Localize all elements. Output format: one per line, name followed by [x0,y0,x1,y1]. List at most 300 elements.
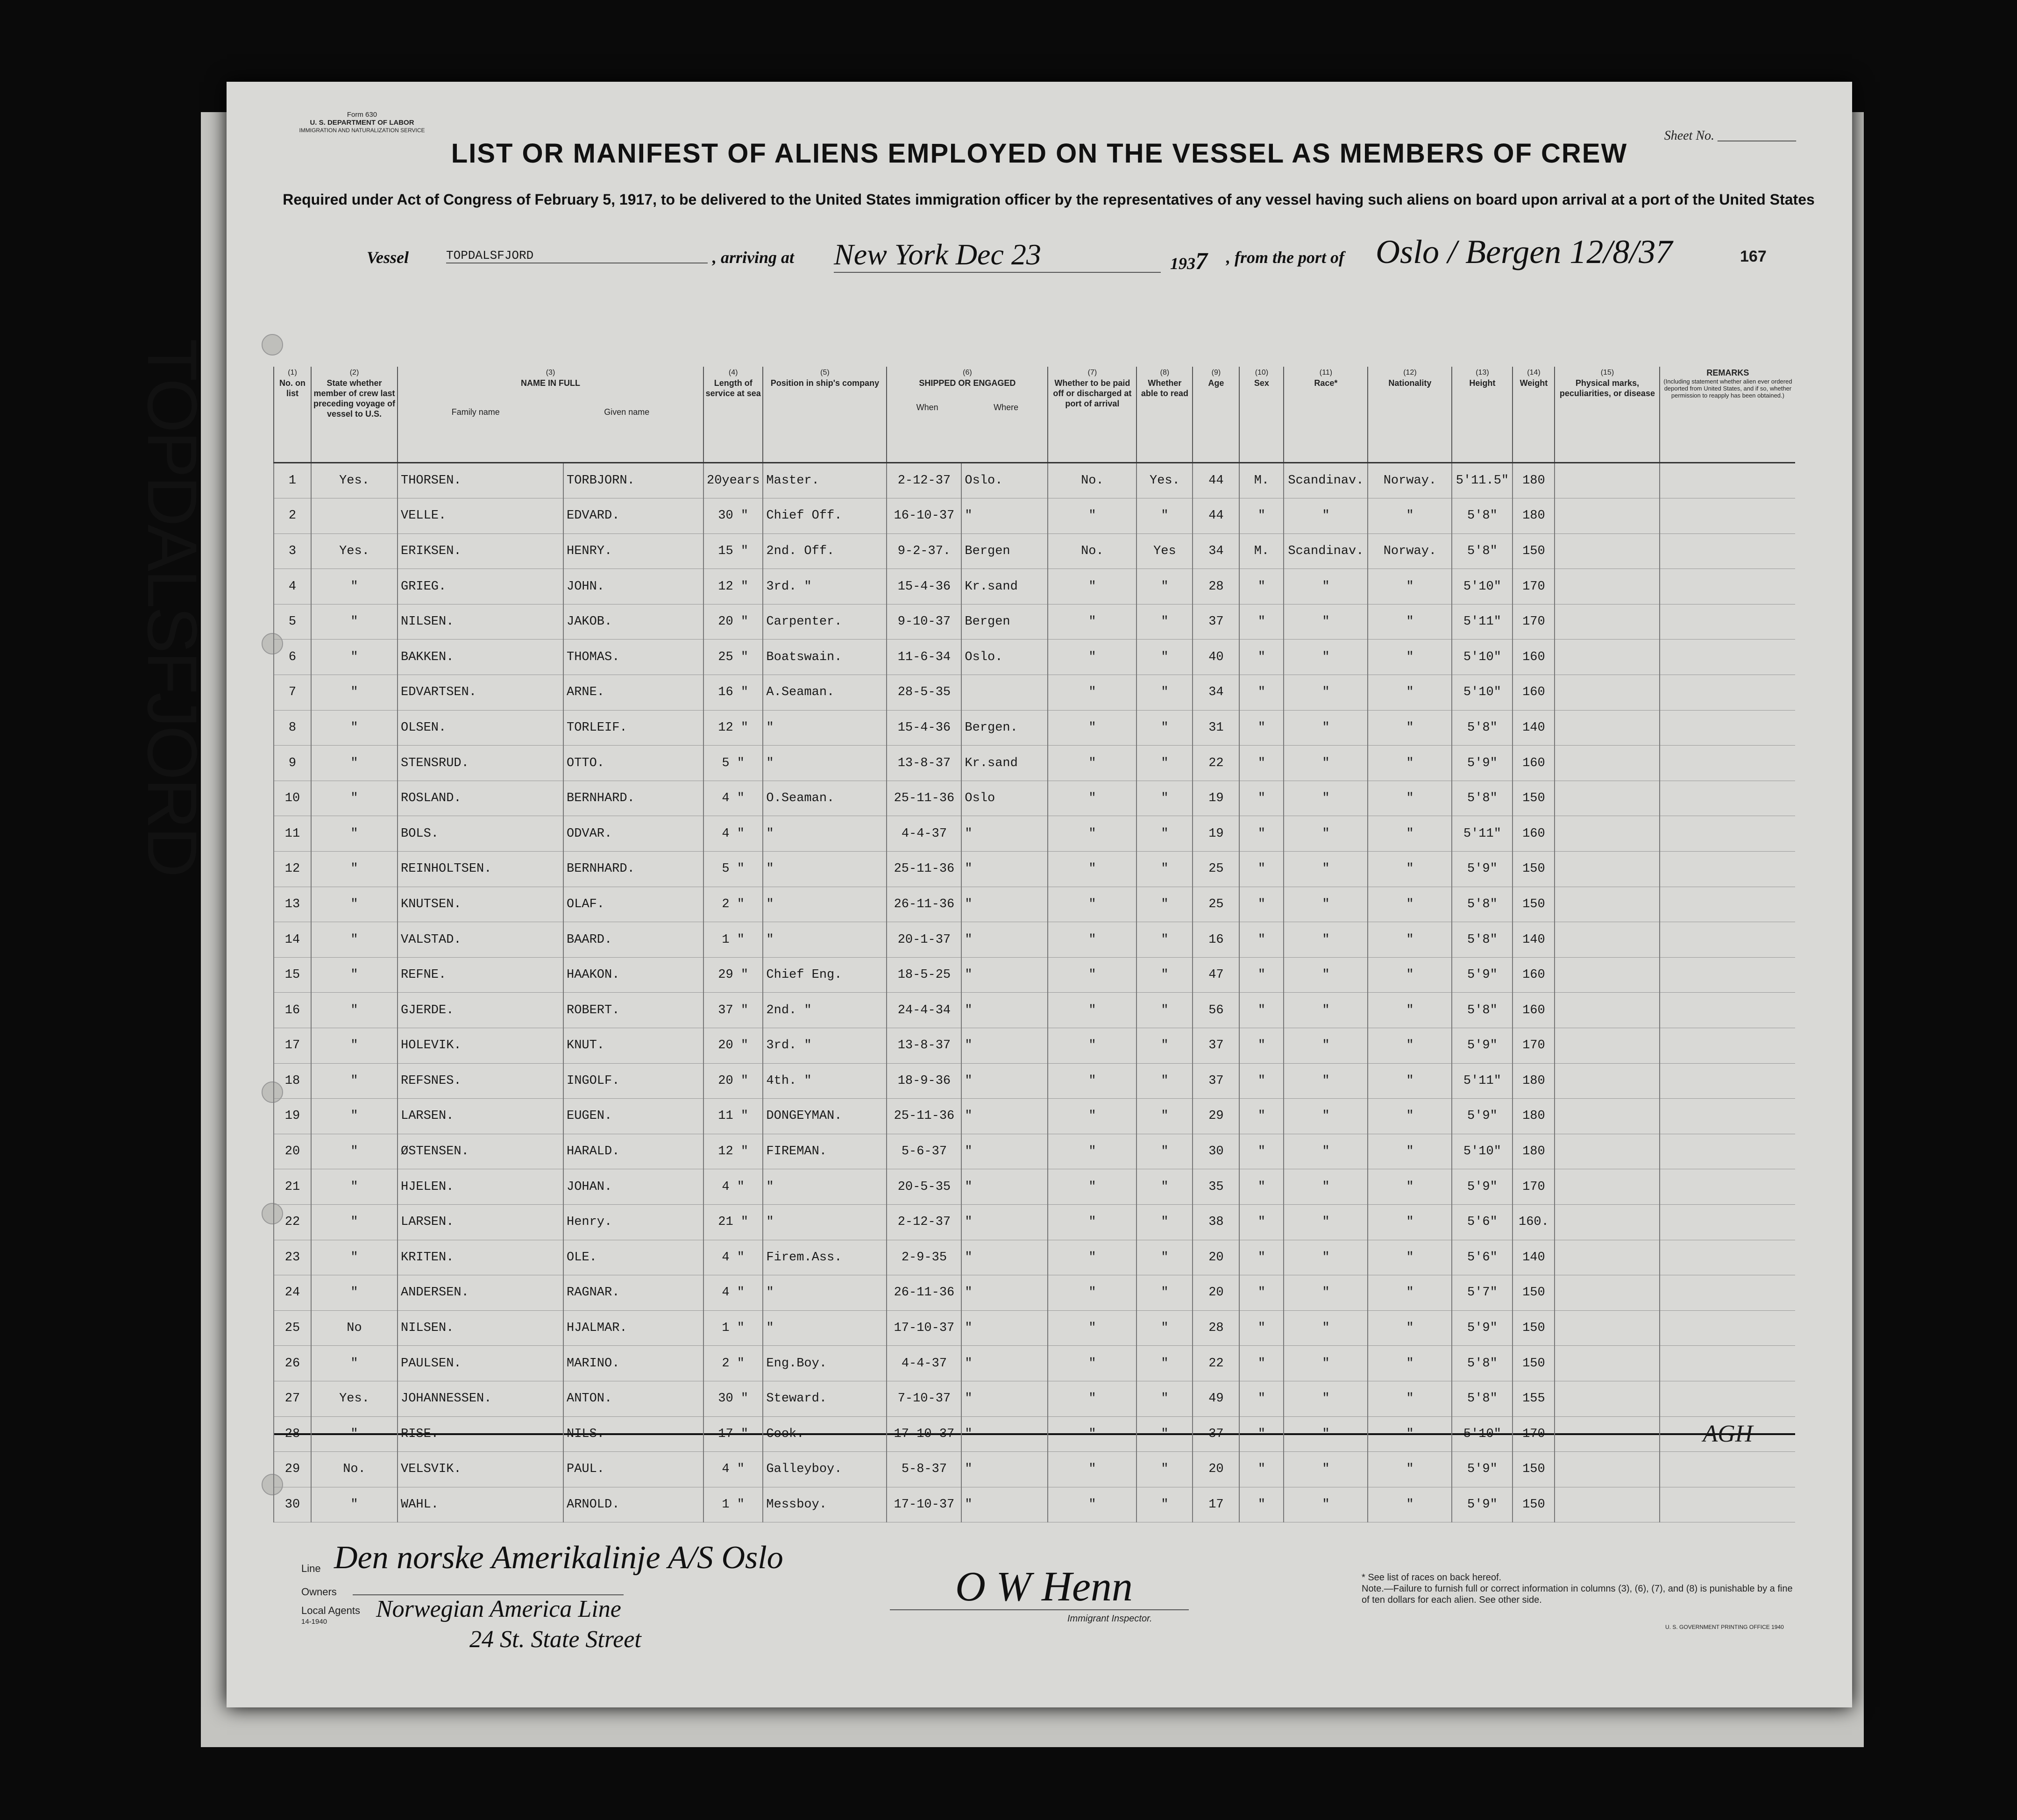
cell-position: " [763,852,887,887]
cell-where [961,675,1048,711]
cell-sex: " [1239,781,1284,816]
cell-where: " [961,887,1048,922]
cell-family: STENSRUD. [398,746,563,781]
cell-where: " [961,1416,1048,1452]
cell-when: 15-4-36 [887,569,961,604]
cell-phys [1555,957,1660,993]
cell-height: 5'9" [1452,852,1513,887]
table-row [274,604,1795,640]
cell-remark [1660,1346,1795,1381]
cell-nat: " [1368,1416,1452,1452]
cell-phys [1555,1452,1660,1487]
cell-given: BERNHARD. [563,781,703,816]
table-row [274,1063,1795,1099]
cell-race: " [1284,1063,1368,1099]
printer-imprint: U. S. GOVERNMENT PRINTING OFFICE 1940 [1665,1624,1784,1630]
cell-age: 47 [1193,957,1239,993]
cell-position: FIREMAN. [763,1134,887,1169]
cell-sex: " [1239,1416,1284,1452]
cell-age: 29 [1193,1099,1239,1134]
cell-sex: " [1239,710,1284,746]
cell-height: 5'9" [1452,1169,1513,1205]
cell-when: 16-10-37 [887,498,961,534]
cell-height: 5'11" [1452,816,1513,852]
col-prev-voyage-header: (2) State whether member of crew last preceding voyage of vessel to U.S. [311,367,398,462]
cell-sex: " [1239,604,1284,640]
cell-where: Oslo. [961,640,1048,675]
cell-where: " [961,1346,1048,1381]
cell-weight: 180 [1513,1063,1555,1099]
cell-no: 9 [274,746,311,781]
cell-weight: 150 [1513,1275,1555,1311]
cell-given: ODVAR. [563,816,703,852]
cell-age: 17 [1193,1487,1239,1522]
cell-where: " [961,498,1048,534]
col-no-header: (1) No. on list [274,367,311,462]
table-row [274,569,1795,604]
cell-given: ROBERT. [563,993,703,1028]
cell-paid: " [1048,1063,1136,1099]
cell-service: 20 " [703,1028,763,1064]
cell-age: 35 [1193,1169,1239,1205]
cell-phys [1555,1487,1660,1522]
cell-no: 26 [274,1346,311,1381]
col-height-header: (13) Height [1452,367,1513,462]
races-note: * See list of races on back hereof. [1362,1572,1502,1583]
cell-no: 8 [274,710,311,746]
cell-nat: " [1368,1275,1452,1311]
cell-position: Boatswain. [763,640,887,675]
cell-race: " [1284,569,1368,604]
cell-remark: AGH [1660,1416,1795,1452]
cell-service: 15 " [703,533,763,569]
cell-remark [1660,1134,1795,1169]
cell-position: DONGEYMAN. [763,1099,887,1134]
department-name: U. S. DEPARTMENT OF LABOR [310,119,414,127]
table-row [274,533,1795,569]
cell-where: Bergen. [961,710,1048,746]
sheet-number-label: Sheet No. ____________ [1664,128,1796,143]
cell-where: " [961,1134,1048,1169]
crew-table [273,367,1795,1522]
cell-nat: " [1368,604,1452,640]
cell-sex: M. [1239,462,1284,498]
col-age-header: (9) Age [1193,367,1239,462]
cell-no: 25 [274,1310,311,1346]
cell-read: " [1136,1381,1193,1416]
cell-weight: 180 [1513,1099,1555,1134]
cell-family: NILSEN. [398,604,563,640]
cell-family: ROSLAND. [398,781,563,816]
owners-label: Owners [301,1586,337,1598]
cell-given: ARNE. [563,675,703,711]
cell-age: 25 [1193,887,1239,922]
cell-read: " [1136,1028,1193,1064]
cell-when: 11-6-34 [887,640,961,675]
cell-prev: " [311,604,398,640]
cell-family: HOLEVIK. [398,1028,563,1064]
manifest-number: 167 [1740,248,1767,265]
cell-when: 5-8-37 [887,1452,961,1487]
cell-height: 5'8" [1452,993,1513,1028]
agents-address: 24 St. State Street [469,1626,641,1653]
cell-given: HENRY. [563,533,703,569]
cell-phys [1555,1063,1660,1099]
punch-hole [262,334,283,355]
table-row [274,922,1795,958]
cell-age: 56 [1193,993,1239,1028]
cell-given: EUGEN. [563,1099,703,1134]
cell-height: 5'9" [1452,1099,1513,1134]
cell-paid: " [1048,852,1136,887]
cell-paid: " [1048,710,1136,746]
cell-sex: " [1239,1487,1284,1522]
cell-height: 5'8" [1452,498,1513,534]
cell-nat: " [1368,640,1452,675]
cell-service: 5 " [703,746,763,781]
cell-age: 34 [1193,675,1239,711]
cell-height: 5'7" [1452,1275,1513,1311]
cell-height: 5'8" [1452,781,1513,816]
cell-paid: " [1048,1134,1136,1169]
table-row [274,1275,1795,1311]
cell-paid: " [1048,1275,1136,1311]
cell-read: " [1136,1310,1193,1346]
cell-nat: Norway. [1368,533,1452,569]
cell-remark [1660,533,1795,569]
cell-paid: " [1048,1310,1136,1346]
cell-position: " [763,710,887,746]
cell-no: 27 [274,1381,311,1416]
cell-nat: " [1368,1169,1452,1205]
col-read-header: (8) Whether able to read [1136,367,1193,462]
cell-family: VELLE. [398,498,563,534]
cell-when: 20-1-37 [887,922,961,958]
cell-weight: 160 [1513,675,1555,711]
cell-prev: " [311,710,398,746]
cell-phys [1555,604,1660,640]
cell-when: 28-5-35 [887,675,961,711]
cell-when: 7-10-37 [887,1381,961,1416]
cell-read: " [1136,1487,1193,1522]
cell-prev: " [311,1240,398,1275]
cell-service: 29 " [703,957,763,993]
cell-sex: " [1239,957,1284,993]
cell-when: 2-12-37 [887,462,961,498]
cell-remark [1660,675,1795,711]
cell-no: 29 [274,1452,311,1487]
cell-race: " [1284,852,1368,887]
cell-no: 2 [274,498,311,534]
cell-when: 24-4-34 [887,993,961,1028]
cell-height: 5'10" [1452,675,1513,711]
family-name-header: Family name [451,407,500,417]
cell-age: 44 [1193,462,1239,498]
cell-position: " [763,816,887,852]
cell-prev: " [311,781,398,816]
cell-height: 5'10" [1452,569,1513,604]
cell-height: 5'9" [1452,1487,1513,1522]
cell-prev: " [311,1099,398,1134]
cell-family: EDVARTSEN. [398,675,563,711]
cell-paid: " [1048,746,1136,781]
cell-weight: 140 [1513,922,1555,958]
cell-phys [1555,1169,1660,1205]
cell-paid: " [1048,1204,1136,1240]
cell-where: Kr.sand [961,746,1048,781]
cell-race: " [1284,498,1368,534]
cell-service: 5 " [703,852,763,887]
cell-phys [1555,1099,1660,1134]
cell-weight: 140 [1513,1240,1555,1275]
cell-when: 9-10-37 [887,604,961,640]
cell-paid: " [1048,1381,1136,1416]
cell-service: 30 " [703,498,763,534]
arriving-at: New York Dec 23 [834,237,1161,273]
cell-height: 5'8" [1452,710,1513,746]
cell-paid: " [1048,498,1136,534]
cell-age: 31 [1193,710,1239,746]
cell-weight: 150 [1513,852,1555,887]
cell-height: 5'11" [1452,604,1513,640]
cell-race: " [1284,993,1368,1028]
cell-remark [1660,781,1795,816]
cell-weight: 180 [1513,498,1555,534]
cell-weight: 160. [1513,1204,1555,1240]
cell-read: " [1136,852,1193,887]
cell-nat: " [1368,781,1452,816]
cell-age: 49 [1193,1381,1239,1416]
cell-nat: " [1368,852,1452,887]
cell-race: " [1284,1204,1368,1240]
cell-height: 5'9" [1452,1028,1513,1064]
from-port-label: , from the port of [1226,248,1345,267]
cell-sex: " [1239,993,1284,1028]
cell-age: 19 [1193,816,1239,852]
cell-service: 4 " [703,1169,763,1205]
cell-family: VELSVIK. [398,1452,563,1487]
cell-service: 25 " [703,640,763,675]
agents-label: Local Agents [301,1605,360,1616]
cell-paid: " [1048,1099,1136,1134]
cell-no: 5 [274,604,311,640]
cell-service: 4 " [703,781,763,816]
cell-family: LARSEN. [398,1099,563,1134]
cell-height: 5'9" [1452,957,1513,993]
cell-service: 4 " [703,816,763,852]
cell-remark [1660,922,1795,958]
cell-prev: " [311,1063,398,1099]
cell-family: VALSTAD. [398,922,563,958]
page-subtitle: Required under Act of Congress of February 5, 1917, to be delivered to the United States immigration officer by the representatives of any vessel having such aliens on board upon arrival at a port of the United States [283,191,1815,208]
col-physical-marks-header: (15) Physical marks, peculiarities, or disease [1555,367,1660,462]
cell-race: " [1284,816,1368,852]
cell-service: 4 " [703,1240,763,1275]
cell-where: " [961,1310,1048,1346]
cell-remark [1660,462,1795,498]
table-row [274,1381,1795,1416]
cell-sex: " [1239,1346,1284,1381]
cell-phys [1555,781,1660,816]
cell-prev: " [311,746,398,781]
cell-paid: " [1048,1487,1136,1522]
cell-family: GRIEG. [398,569,563,604]
cell-where: " [961,1275,1048,1311]
cell-prev: " [311,957,398,993]
cell-service: 1 " [703,922,763,958]
cell-nat: " [1368,816,1452,852]
cell-family: LARSEN. [398,1204,563,1240]
signature-line [890,1609,1189,1610]
cell-given: TORLEIF. [563,710,703,746]
vessel-label: Vessel [367,248,409,267]
cell-age: 22 [1193,746,1239,781]
cell-position: " [763,1310,887,1346]
penalty-note: Note.—Failure to furnish full or correct information in columns (3), (6), (7), and (8) is punishable by a fine of ten dollars for each alien. See other side. [1362,1584,1793,1605]
cell-nat: " [1368,1346,1452,1381]
cell-service: 4 " [703,1452,763,1487]
cell-no: 24 [274,1275,311,1311]
cell-age: 20 [1193,1452,1239,1487]
service-name: IMMIGRATION AND NATURALIZATION SERVICE [299,127,425,134]
table-row [274,675,1795,711]
cell-sex: " [1239,816,1284,852]
cell-given: HJALMAR. [563,1310,703,1346]
cell-read: Yes [1136,533,1193,569]
cell-paid: " [1048,604,1136,640]
cell-prev: " [311,816,398,852]
cell-when: 18-9-36 [887,1063,961,1099]
cell-age: 16 [1193,922,1239,958]
cell-when: 17-10-37 [887,1416,961,1452]
cell-when: 13-8-37 [887,746,961,781]
cell-read: " [1136,675,1193,711]
cell-no: 4 [274,569,311,604]
cell-given: Henry. [563,1204,703,1240]
cell-sex: " [1239,1028,1284,1064]
col-paid-off-header: (7) Whether to be paid off or discharged at port of arrival [1048,367,1136,462]
cell-read: " [1136,1346,1193,1381]
table-row [274,746,1795,781]
cell-weight: 150 [1513,533,1555,569]
cell-race: " [1284,1240,1368,1275]
cell-race: " [1284,1452,1368,1487]
cell-sex: " [1239,1063,1284,1099]
cell-age: 37 [1193,1063,1239,1099]
cell-phys [1555,993,1660,1028]
cell-phys [1555,1204,1660,1240]
cell-prev: Yes. [311,462,398,498]
cell-service: 20 " [703,604,763,640]
cell-age: 38 [1193,1204,1239,1240]
cell-remark [1660,640,1795,675]
cell-no: 15 [274,957,311,993]
col-race-header: (11) Race* [1284,367,1368,462]
cell-paid: " [1048,640,1136,675]
cell-phys [1555,1240,1660,1275]
cell-height: 5'11.5" [1452,462,1513,498]
cell-height: 5'10" [1452,640,1513,675]
cell-when: 15-4-36 [887,710,961,746]
cell-where: Oslo. [961,462,1048,498]
cell-height: 5'6" [1452,1240,1513,1275]
cell-prev: " [311,1169,398,1205]
cell-position: Cook. [763,1416,887,1452]
cell-phys [1555,498,1660,534]
cell-read: " [1136,1275,1193,1311]
cell-service: 17 " [703,1416,763,1452]
cell-position: Chief Eng. [763,957,887,993]
cell-family: ØSTENSEN. [398,1134,563,1169]
cell-race: " [1284,604,1368,640]
cell-race: " [1284,957,1368,993]
arriving-label: , arriving at [712,248,795,267]
cell-read: " [1136,1204,1193,1240]
cell-where: " [961,1487,1048,1522]
cell-given: JOHN. [563,569,703,604]
cell-given: HAAKON. [563,957,703,993]
cell-position: A.Seaman. [763,675,887,711]
table-row [274,816,1795,852]
cell-weight: 170 [1513,1169,1555,1205]
cell-race: Scandinav. [1284,462,1368,498]
cell-family: GJERDE. [398,993,563,1028]
cell-family: OLSEN. [398,710,563,746]
cell-no: 3 [274,533,311,569]
cell-prev: " [311,887,398,922]
cell-no: 20 [274,1134,311,1169]
cell-where: " [961,922,1048,958]
cell-race: " [1284,781,1368,816]
cell-read: " [1136,640,1193,675]
cell-height: 5'9" [1452,746,1513,781]
cell-phys [1555,1381,1660,1416]
table-row [274,1134,1795,1169]
cell-position: " [763,746,887,781]
cell-given: ARNOLD. [563,1487,703,1522]
cell-remark [1660,1452,1795,1487]
cell-race: " [1284,1487,1368,1522]
table-row [274,1416,1795,1452]
cell-no: 16 [274,993,311,1028]
cell-when: 5-6-37 [887,1134,961,1169]
cell-age: 22 [1193,1346,1239,1381]
cell-position: O.Seaman. [763,781,887,816]
cell-paid: " [1048,993,1136,1028]
cell-service: 20years [703,462,763,498]
cell-race: " [1284,710,1368,746]
cell-prev: Yes. [311,1381,398,1416]
table-row [274,781,1795,816]
cell-remark [1660,852,1795,887]
cell-given: THOMAS. [563,640,703,675]
voyage-line [367,233,1815,275]
cell-nat: " [1368,1099,1452,1134]
cell-age: 28 [1193,1310,1239,1346]
form-number: Form 630 [347,111,377,119]
cell-remark [1660,1240,1795,1275]
cell-read: " [1136,957,1193,993]
cell-remark [1660,498,1795,534]
cell-race: " [1284,1099,1368,1134]
cell-given: BERNHARD. [563,852,703,887]
col-remarks-header: REMARKS (Including statement whether alien ever ordered deported from United States, and if so, whether permission to reapply has been obtained.) [1660,367,1795,462]
cell-sex: " [1239,1134,1284,1169]
cell-given: NILS. [563,1416,703,1452]
cell-read: " [1136,1099,1193,1134]
cell-given: BAARD. [563,922,703,958]
cell-read: " [1136,1063,1193,1099]
